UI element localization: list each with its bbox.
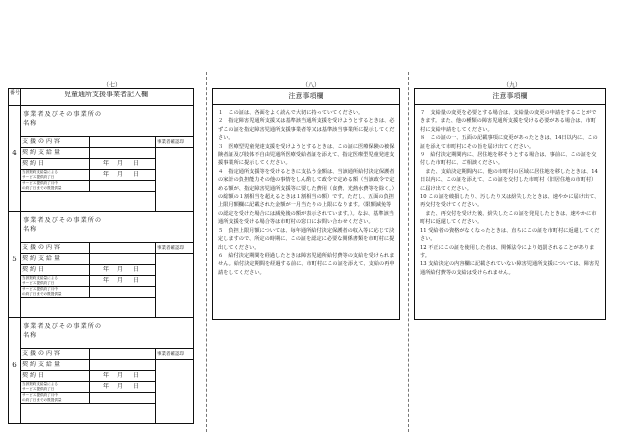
remaining-amount-label: 当該契約支給量による サービス提供終了日 xyxy=(22,170,58,179)
contract-date-label: 契約日 xyxy=(22,160,47,167)
row-number: 5 xyxy=(12,256,17,263)
fold-line-left xyxy=(206,72,207,432)
day-label: 日 xyxy=(133,383,140,390)
day-label: 日 xyxy=(133,160,140,167)
notes-title-right: 注意事項欄 xyxy=(415,89,605,105)
notes-title-middle: 注意事項欄 xyxy=(213,89,399,105)
month-label: 月 xyxy=(117,372,124,379)
day-label: 日 xyxy=(133,266,140,273)
contract-amount-label: 契約支給量 xyxy=(22,361,63,368)
day-label: 日 xyxy=(133,171,140,178)
row-number: 4 xyxy=(12,150,17,157)
year-label: 年 xyxy=(103,372,110,379)
number-column-header: 番号 xyxy=(10,90,20,96)
page-number-7: （七） xyxy=(102,82,121,89)
remaining-amount-label: 当該契約支給量による サービス提供終了日 xyxy=(22,382,58,391)
year-label: 年 xyxy=(103,266,110,273)
notes-box-right xyxy=(414,88,606,320)
support-content-label: 支援の内容 xyxy=(22,138,63,145)
block-divider xyxy=(9,317,193,318)
remaining-support-label: サービス提供終了月中 の終了日までの既提供量 xyxy=(22,181,62,190)
block-divider xyxy=(9,423,193,424)
fold-line-right xyxy=(408,72,409,432)
month-label: 月 xyxy=(117,277,124,284)
provider-name-label: 事業者及びその事業所の名称 xyxy=(23,111,103,127)
day-label: 日 xyxy=(133,277,140,284)
notes-box-middle xyxy=(212,88,400,320)
support-content-label: 支援の内容 xyxy=(22,244,63,251)
confirm-stamp-label: 事業者確認印 xyxy=(157,352,184,357)
month-label: 月 xyxy=(117,266,124,273)
remaining-support-label: サービス提供終了月中 の終了日までの既提供量 xyxy=(22,287,62,296)
year-label: 年 xyxy=(103,383,110,390)
year-label: 年 xyxy=(103,160,110,167)
notes-body-right: ７ 支給量の変更を必要とする場合は、支給量の変更の申請をすることができます。また、他の種類の障害児通所支援を受ける必要がある場合は、市町村に支給申請をしてください。 ８ この証の一、五面の記載事項に変更があったときは、14日以内に、この証を添えて市町村にその旨を届け出てください。 ９ 給付決定期間内に、居住地を移そうとする場合は、事前に、この証を交付した市町村に、ご相談ください。 また、支給決定期間内に、他の市町村の区域に居住地を移したときは、14日以内に、この証を添えて、この証を交付した市町村（旧居住地の市町村）に届け出てください。 10 この証を破損したり、汚したり又は紛失したときは、速やかに届け出て、再交付を受けてください。 また、再交付を受けた後、紛失したこの証を発見したときは、速やかに市町村に返還してください。 11 受給者の資格がなくなったときは、直ちにこの証を市町村に返還してください。 12 不正にこの証を使用した者は、関係法令により処罰されることがあります。 13 支給決定の内容欄に記載されていない障害児通所支援については、障害児通所給付費等の支給は受けられません。 xyxy=(420,110,600,276)
block-divider xyxy=(9,211,193,212)
remaining-amount-label: 当該契約支給量による サービス提供終了日 xyxy=(22,276,58,285)
row-number: 6 xyxy=(12,362,17,369)
page-number-9: （九） xyxy=(502,82,521,89)
notes-body-middle: １ この証は、各面をよく読んで大切に持っていてください。 ２ 指定障害児通所支援又は基準該当通所支援を受けようとするときは、必ずこの証を指定障害児通所支援事業者等又は基準該当事業所に提示してください。 ３ 医療型児童発達支援を受けようとするときは、この証に医療保険の被保険者証及び肢体不自由児通所医療受給者証を添えて、指定医療型児童発達支援事業所に提示してください。 ４ 指定通所支援等を受けるときに支払う金額は、当該通所給付決定保護者の家計の負担能力その他の事情をしん酌して政令で定める額（当該政令で定める額が、指定障害児通所支援等に要した費用（食費、光熱水費等を除く。）の総額の１割相当を超えるときは１割相当の額）です。ただし、五面の負担上限月額欄に記載された金額が一月当たりの上限になります。（限額減免等の認定を受けた場合には減免後の額が表示されています。）。なお、基準該当通所支援を受ける場合等は市町村の窓口にお問い合わせください。 ５ 負担上限月額については、毎年通所給付決定保護者の収入等に応じて決定しますので、所定の時期に、この証を認定に必要な関係書類を市町村に提出してください。 ６ 給付決定期間を経過したときは障害児通所給付費等の支給を受けられません。給付決定期間を経過する前に、市町村にこの証を添えて、支給の再申請をしてください。 xyxy=(218,110,395,276)
day-label: 日 xyxy=(133,372,140,379)
month-label: 月 xyxy=(117,171,124,178)
confirm-stamp-label: 事業者確認印 xyxy=(157,246,184,251)
year-label: 年 xyxy=(103,277,110,284)
confirm-stamp-label: 事業者確認印 xyxy=(157,140,184,145)
provider-entry-table xyxy=(8,88,194,424)
support-content-label: 支援の内容 xyxy=(22,350,63,357)
month-label: 月 xyxy=(117,383,124,390)
contract-amount-label: 契約支給量 xyxy=(22,255,63,262)
provider-entry-title: 児童通所支援事業者記入欄 xyxy=(64,91,148,98)
contract-amount-label: 契約支給量 xyxy=(22,149,63,156)
remaining-support-label: サービス提供終了月中 の終了日までの既提供量 xyxy=(22,393,62,402)
provider-name-label: 事業者及びその事業所の名称 xyxy=(23,217,103,233)
year-label: 年 xyxy=(103,171,110,178)
month-label: 月 xyxy=(117,160,124,167)
page-number-8: （八） xyxy=(301,82,320,89)
contract-date-label: 契約日 xyxy=(22,266,47,273)
provider-name-label: 事業者及びその事業所の名称 xyxy=(23,323,103,339)
contract-date-label: 契約日 xyxy=(22,372,47,379)
